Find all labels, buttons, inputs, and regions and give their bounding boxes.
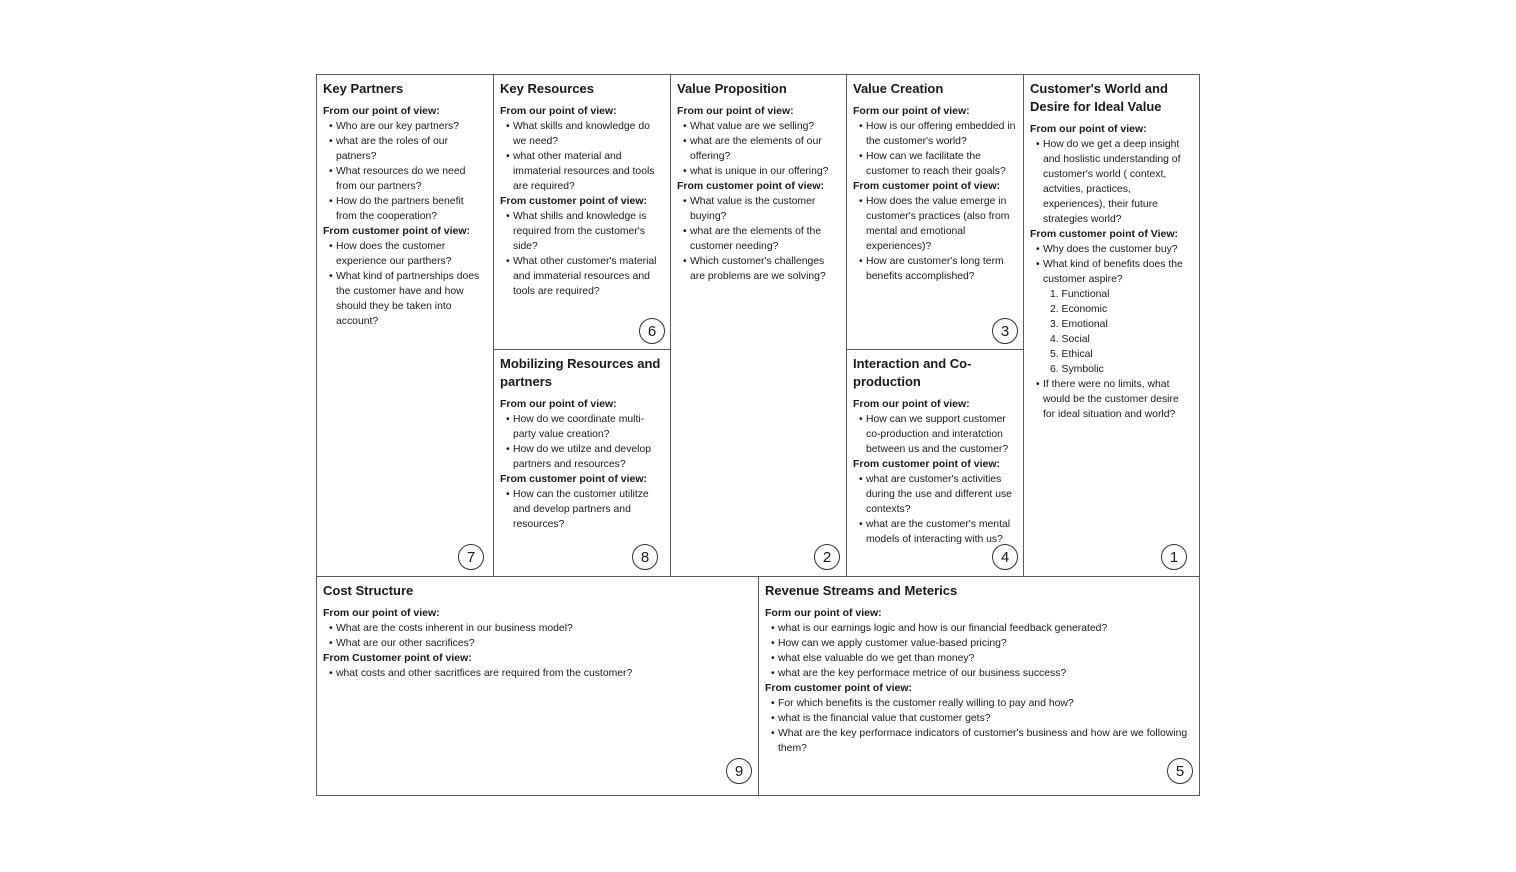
section-heading: From Customer point of view: <box>323 652 472 664</box>
list-item: • How do we coordinate multi-party value creation? <box>500 412 664 442</box>
section-heading: From our point of view: <box>853 398 970 410</box>
question-list <box>323 119 487 224</box>
question-list <box>677 119 841 179</box>
section-heading: From customer point of View: <box>1030 228 1178 240</box>
list-item: 1. Functional <box>1050 289 1110 300</box>
block-key-partners <box>316 74 494 577</box>
question-list <box>853 119 1017 179</box>
list-item: • what costs and other sacritfices are required from the customer? <box>323 666 752 681</box>
section-heading: From our point of view: <box>1030 123 1147 135</box>
section-heading: Form our point of view: <box>853 105 970 117</box>
question-list <box>765 696 1193 756</box>
block-number-badge: 6 <box>639 318 665 344</box>
business-model-canvas <box>316 74 1200 796</box>
block-title: Value Creation <box>853 81 944 96</box>
block-title: Interaction and Co-production <box>853 356 972 389</box>
list-item: • How do the partners benefit from the cooperation? <box>323 194 487 224</box>
list-item: 2. Economic <box>1050 304 1108 315</box>
list-item: • what else valuable do we get than money? <box>765 651 1193 666</box>
list-item: • Why does the customer buy? <box>1030 242 1193 257</box>
section-heading: Form our point of view: <box>765 607 882 619</box>
list-item: • What value is the customer buying? <box>677 194 841 224</box>
block-cost-structure <box>316 576 759 796</box>
section-heading: From customer point of view: <box>853 180 1001 192</box>
list-item: • How can we support customer co-production and interatction between us and the customer? <box>853 412 1017 457</box>
block-customer-world <box>1023 74 1200 577</box>
question-list <box>323 239 487 329</box>
block-title: Value Proposition <box>677 81 787 96</box>
block-title: Mobilizing Resources and partners <box>500 356 661 389</box>
list-item: • What shills and knowledge is required from the customer's side? <box>500 209 664 254</box>
list-item: • What kind of partnerships does the customer have and how should they be taken into account? <box>323 269 487 329</box>
list-item: 3. Emotional <box>1050 319 1108 330</box>
list-item: • What are our other sacrifices? <box>323 636 752 651</box>
list-item: • How is our offering embedded in the customer's world? <box>853 119 1017 149</box>
list-item: • What are the costs inherent in our business model? <box>323 621 752 636</box>
list-item: 6. Symbolic <box>1050 364 1104 375</box>
list-item: • How do we get a deep insight and hoslistic understanding of customer's world ( context, actvities, practices, experiences), their future strategies world? <box>1030 137 1193 227</box>
question-list <box>323 621 752 651</box>
list-item: • What value are we selling? <box>677 119 841 134</box>
block-value-creation <box>846 74 1024 350</box>
section-heading: From customer point of view: <box>677 180 825 192</box>
question-list <box>1030 377 1193 422</box>
section-heading: From our point of view: <box>500 398 617 410</box>
block-title: Cost Structure <box>323 583 414 598</box>
block-number-badge: 4 <box>992 544 1018 570</box>
list-item: • What skills and knowledge do we need? <box>500 119 664 149</box>
list-item: • what are the customer's mental models of interacting with us? <box>853 517 1017 547</box>
block-number-badge: 1 <box>1161 544 1187 570</box>
list-item: • what are the key performace metrice of our business success? <box>765 666 1193 681</box>
question-list <box>500 487 664 532</box>
question-list <box>323 666 752 681</box>
section-heading: From customer point of view: <box>765 682 913 694</box>
block-number-badge: 9 <box>726 758 752 784</box>
list-item: • What other customer's material and immaterial resources and tools are required? <box>500 254 664 299</box>
list-item: • How does the value emerge in customer's practices (also from mental and emotional experiences)? <box>853 194 1017 254</box>
list-item: • How do we utilze and develop partners and resources? <box>500 442 664 472</box>
block-mobilizing-resources <box>493 349 671 577</box>
list-item: • How can we facilitate the customer to reach their goals? <box>853 149 1017 179</box>
block-value-proposition <box>670 74 848 577</box>
benefit-types-list <box>1030 287 1193 377</box>
list-item: • What are the key performace indicators of customer's business and how are we following them? <box>765 726 1193 756</box>
block-number-badge: 3 <box>992 318 1018 344</box>
list-item: • what are the roles of our patners? <box>323 134 487 164</box>
question-list <box>765 621 1193 681</box>
list-item: • what other material and immaterial resources and tools are required? <box>500 149 664 194</box>
list-item: • what is our earnings logic and how is our financial feedback generated? <box>765 621 1193 636</box>
list-item: • What kind of benefits does the customer aspire? <box>1030 257 1193 287</box>
list-item: • what is unique in our offering? <box>677 164 841 179</box>
block-title: Customer's World and Desire for Ideal Value <box>1030 81 1168 114</box>
block-revenue-streams <box>758 576 1200 796</box>
list-item: • what are customer's activities during the use and different use contexts? <box>853 472 1017 517</box>
block-number-badge: 2 <box>814 544 840 570</box>
list-item: • what are the elements of our offering? <box>677 134 841 164</box>
block-title: Revenue Streams and Meterics <box>765 583 958 598</box>
list-item: • what are the elements of the customer needing? <box>677 224 841 254</box>
list-item: • For which benefits is the customer really willing to pay and how? <box>765 696 1193 711</box>
block-title: Key Partners <box>323 81 404 96</box>
list-item: • How can the customer utilitze and develop partners and resources? <box>500 487 664 532</box>
question-list <box>500 209 664 299</box>
question-list <box>853 194 1017 284</box>
block-title: Key Resources <box>500 81 594 96</box>
section-heading: From customer point of view: <box>500 473 648 485</box>
section-heading: From customer point of view: <box>853 458 1001 470</box>
list-item: • How does the customer experience our parthers? <box>323 239 487 269</box>
section-heading: From customer point of view: <box>323 225 471 237</box>
list-item: • How can we apply customer value-based pricing? <box>765 636 1193 651</box>
section-heading: From customer point of view: <box>500 195 648 207</box>
section-heading: From our point of view: <box>677 105 794 117</box>
block-number-badge: 8 <box>632 544 658 570</box>
question-list <box>1030 242 1193 287</box>
list-item: • How are customer's long term benefits accomplished? <box>853 254 1017 284</box>
list-item: • What resources do we need from our partners? <box>323 164 487 194</box>
section-heading: From our point of view: <box>323 105 440 117</box>
block-interaction-coproduction <box>846 349 1024 577</box>
block-number-badge: 5 <box>1167 758 1193 784</box>
section-heading: From our point of view: <box>323 607 440 619</box>
list-item: • If there were no limits, what would be the customer desire for ideal situation and world? <box>1030 377 1193 422</box>
question-list <box>500 412 664 472</box>
list-item: • what is the financial value that customer gets? <box>765 711 1193 726</box>
block-number-badge: 7 <box>458 544 484 570</box>
question-list <box>853 472 1017 547</box>
list-item: • Which customer's challenges are problems are we solving? <box>677 254 841 284</box>
list-item: • Who are our key partners? <box>323 119 487 134</box>
question-list <box>500 119 664 194</box>
question-list <box>1030 137 1193 227</box>
list-item: 5. Ethical <box>1050 349 1093 360</box>
question-list <box>853 412 1017 457</box>
section-heading: From our point of view: <box>500 105 617 117</box>
list-item: 4. Social <box>1050 334 1090 345</box>
question-list <box>677 194 841 284</box>
block-key-resources <box>493 74 671 350</box>
